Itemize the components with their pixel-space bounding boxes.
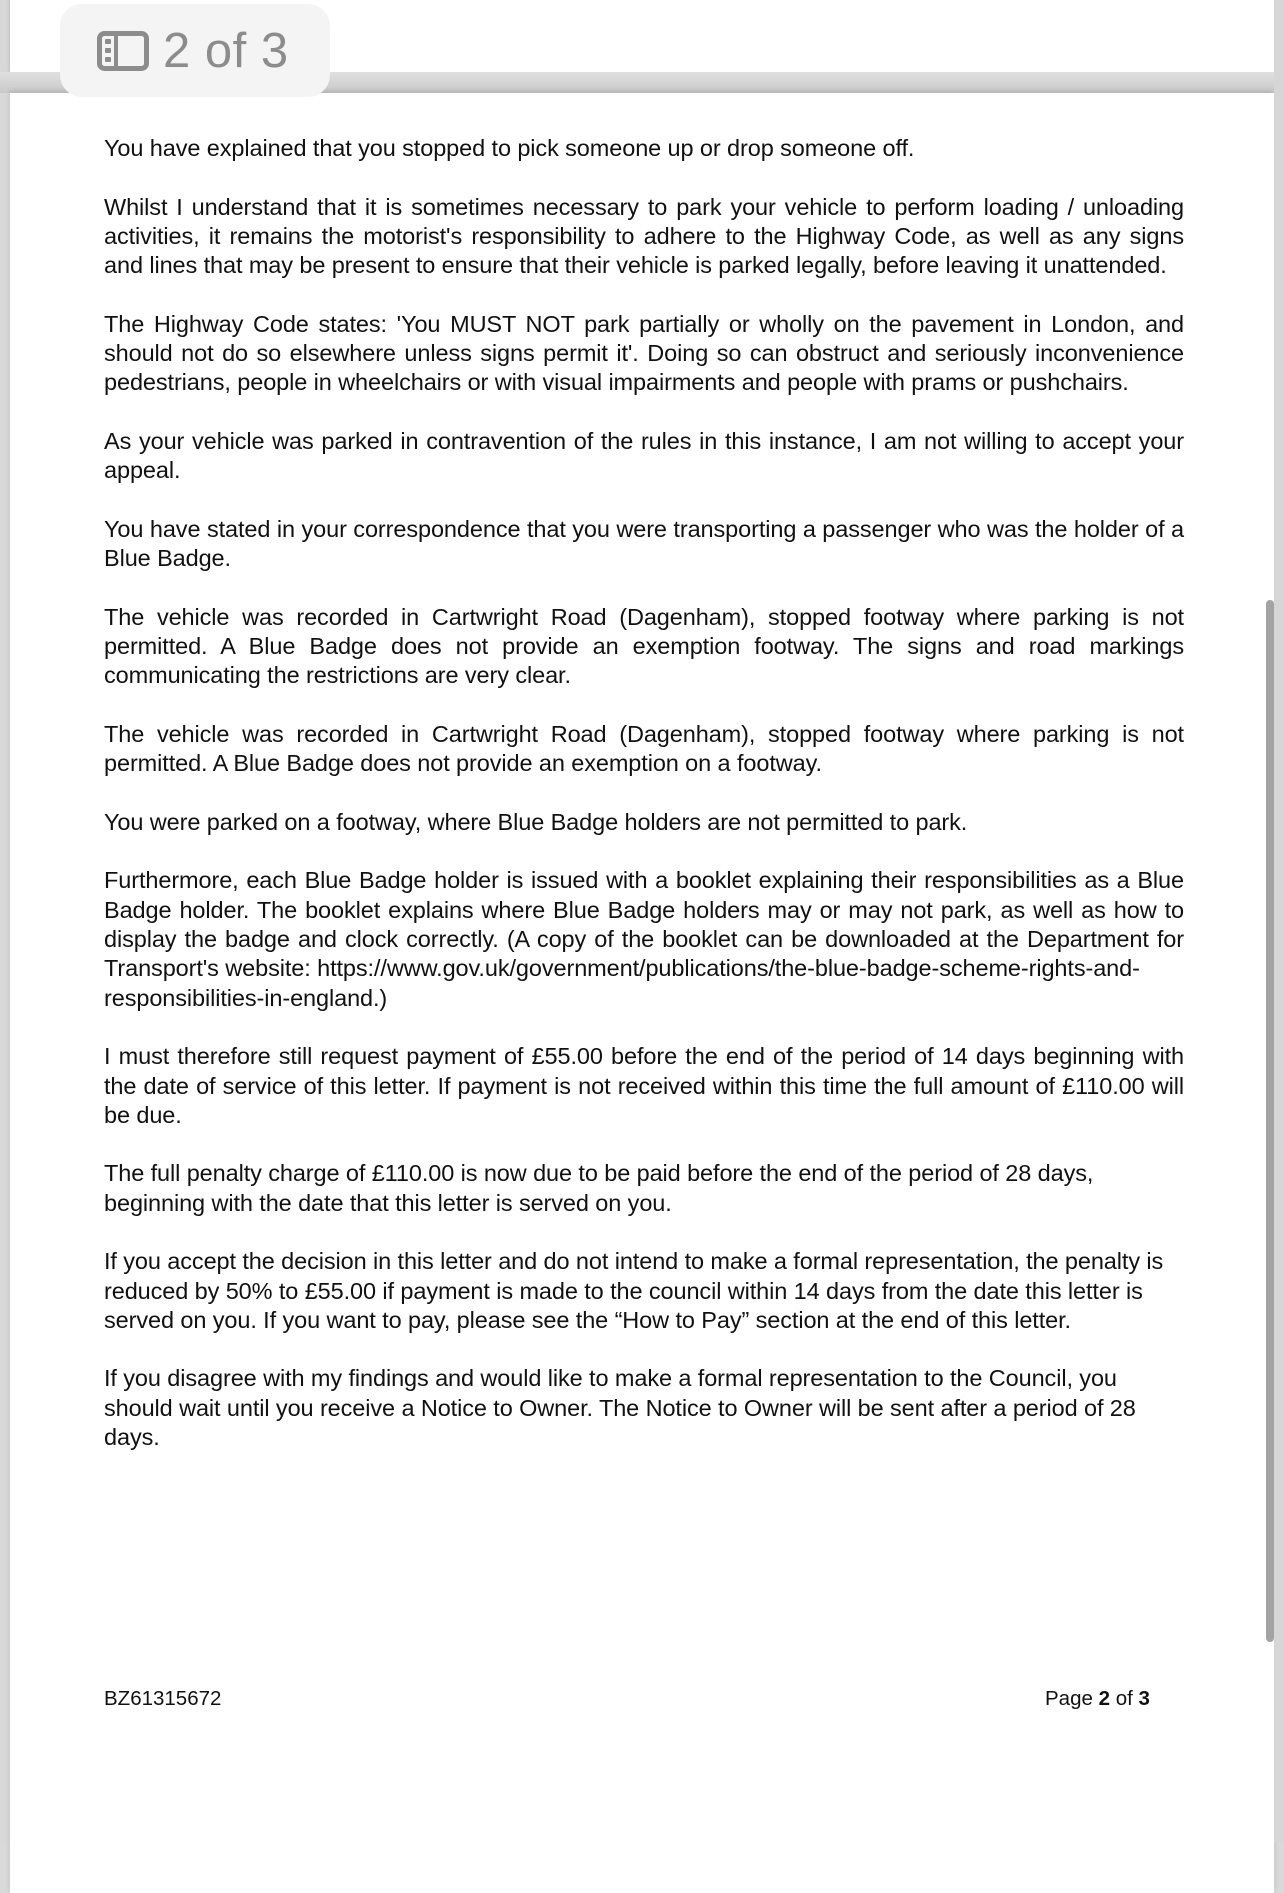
booklet-text: Furthermore, each Blue Badge holder is issued with a booklet explaining their responsibilities as a Blue Badge holder. The booklet explains where Blue Badge holders may or may not park, as well as how to display the badge and clock correctly. (A copy of the booklet can be downloaded at the Department for Transport's website: xyxy=(104,867,1184,982)
paragraph: You have stated in your correspondence that you were transporting a passenger who was the holder of a Blue Badge. xyxy=(104,515,1184,572)
paragraph: You were parked on a footway, where Blue Badge holders are not permitted to park. xyxy=(104,808,968,835)
page-indicator[interactable] xyxy=(60,4,330,97)
paragraph: The vehicle was recorded in Cartwright Road (Dagenham), stopped footway where parking is not permitted. A Blue Badge does not provide an exemption footway. The signs and road markings communicating the restrictions are very clear. xyxy=(104,603,1184,689)
page-indicator-label: 2 of 3 xyxy=(163,23,289,78)
page-number-footer xyxy=(1045,1687,1150,1711)
paragraph: Whilst I understand that it is sometimes necessary to park your vehicle to perform loading / unloading activities, it remains the motorist's responsibility to adhere to the Highway Code, as well as any signs and lines that may be present to ensure that their vehicle is parked legally, before leaving it unattended. xyxy=(104,193,1184,279)
paragraph: The Highway Code states: 'You MUST NOT park partially or wholly on the pavement in London, and should not do so elsewhere unless signs permit it'. Doing so can obstruct and seriously inconvenience pedestrians, people in wheelchairs or with visual impairments and people with prams or pushchairs. xyxy=(104,310,1184,396)
sidebar-thumbnails-icon xyxy=(97,31,149,71)
scrollbar-thumb[interactable] xyxy=(1266,600,1274,1642)
paragraph: As your vehicle was parked in contravention of the rules in this instance, I am not willing to accept your appeal. xyxy=(104,427,1184,484)
booklet-url-part2: responsibilities-in-england.) xyxy=(104,984,388,1011)
paragraph: If you disagree with my findings and would like to make a formal representation to the Council, you should wait until you receive a Notice to Owner. The Notice to Owner will be sent after a period of 28 days. xyxy=(104,1365,1136,1451)
paragraph: The full penalty charge of £110.00 is now due to be paid before the end of the period of 28 days, beginning with the date that this letter is served on you. xyxy=(104,1160,1094,1216)
paragraph: You have explained that you stopped to pick someone up or drop someone off. xyxy=(104,135,915,161)
page-current: 2 xyxy=(1098,1687,1110,1710)
paragraph: The vehicle was recorded in Cartwright Road (Dagenham), stopped footway where parking is not permitted. A Blue Badge does not provide an exemption on a footway. xyxy=(104,720,1184,777)
page-prefix: Page xyxy=(1045,1687,1093,1710)
paragraph: I must therefore still request payment of £55.00 before the end of the period of 14 days beginning with the date of service of this letter. If payment is not received within this time the full amount of £110.00 will be due. xyxy=(104,1043,1184,1128)
letter-body xyxy=(104,134,1184,1482)
paragraph: If you accept the decision in this letter and do not intend to make a formal representation, the penalty is reduced by 50% to £55.00 if payment is made to the council within 14 days from the date this letter is served on you. If you want to pay, please see the “How to Pay” section at the end of this letter. xyxy=(104,1248,1164,1333)
booklet-paragraph xyxy=(104,866,1184,1012)
booklet-url-part1: https://www.gov.uk/government/publications/the-blue-badge-scheme-rights-and- xyxy=(317,955,1140,982)
reference-number: BZ61315672 xyxy=(104,1687,222,1710)
page-of: of xyxy=(1115,1687,1133,1710)
page-total: 3 xyxy=(1138,1687,1150,1710)
scrollbar-track[interactable] xyxy=(1274,0,1284,1842)
